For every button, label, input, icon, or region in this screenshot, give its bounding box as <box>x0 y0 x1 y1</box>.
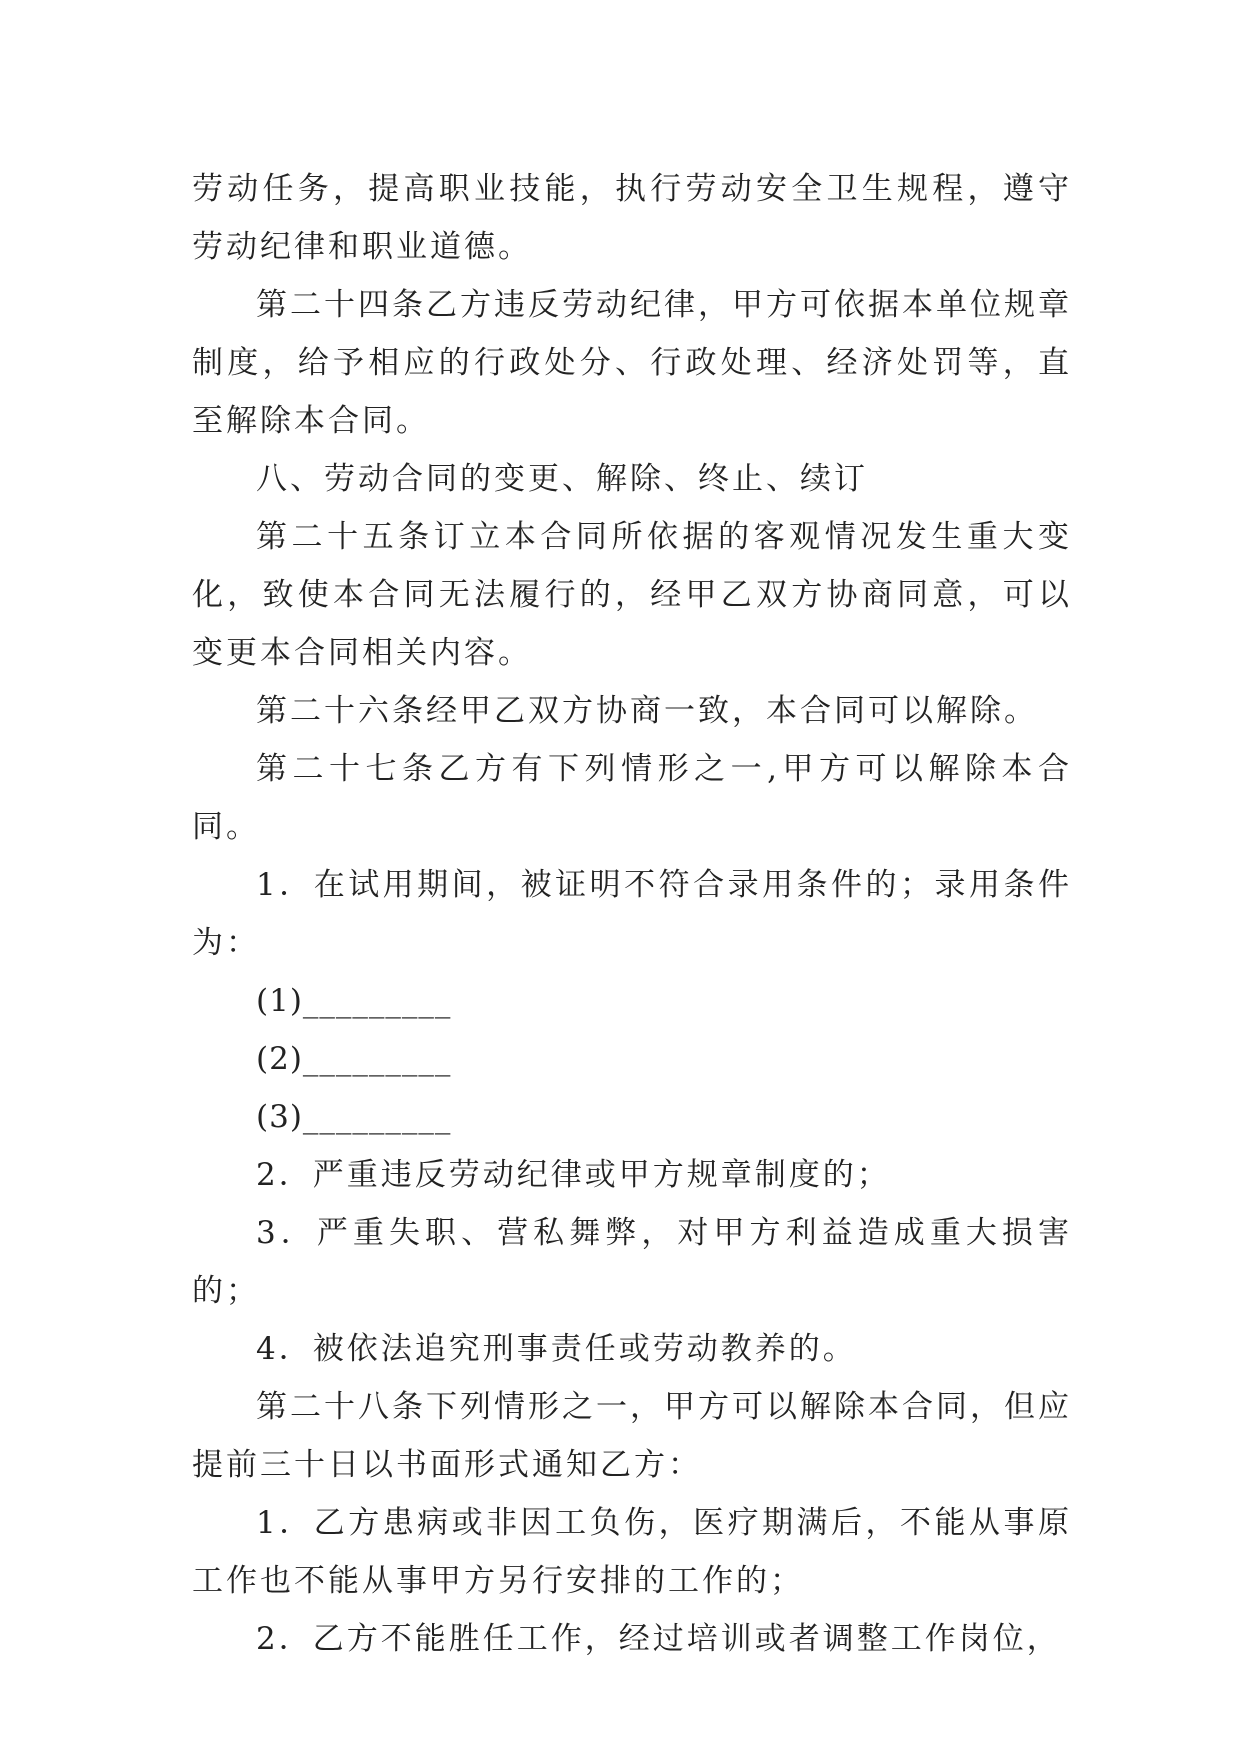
document-body <box>192 160 1072 1668</box>
fill-blank-2: (2)_________ <box>256 1041 452 1077</box>
list-item-27-2: 2．严重违反劳动纪律或甲方规章制度的； <box>256 1157 891 1193</box>
paragraph-continuation: 劳动任务，提高职业技能，执行劳动安全卫生规程，遵守劳动纪律和职业道德。 <box>192 171 1072 265</box>
fill-blank-1: (1)_________ <box>256 983 452 1019</box>
list-item-27-3: 3．严重失职、营私舞弊，对甲方利益造成重大损害的； <box>192 1215 1072 1309</box>
list-item-28-2: 2．乙方不能胜任工作，经过培训或者调整工作岗位， <box>256 1621 1061 1657</box>
paragraph-article-24: 第二十四条乙方违反劳动纪律，甲方可依据本单位规章制度，给予相应的行政处分、行政处理、经济处罚等，直至解除本合同。 <box>192 287 1072 439</box>
paragraph-article-28: 第二十八条下列情形之一，甲方可以解除本合同，但应提前三十日以书面形式通知乙方： <box>192 1389 1072 1483</box>
fill-blank-3: (3)_________ <box>256 1099 452 1135</box>
section-heading-8: 八、劳动合同的变更、解除、终止、续订 <box>256 461 868 497</box>
paragraph-article-27: 第二十七条乙方有下列情形之一,甲方可以解除本合同。 <box>192 751 1072 845</box>
paragraph-article-25: 第二十五条订立本合同所依据的客观情况发生重大变化，致使本合同无法履行的，经甲乙双方协商同意，可以变更本合同相关内容。 <box>192 519 1072 671</box>
list-item-27-4: 4．被依法追究刑事责任或劳动教养的。 <box>256 1331 857 1367</box>
list-item-28-1: 1．乙方患病或非因工负伤，医疗期满后，不能从事原工作也不能从事甲方另行安排的工作的； <box>192 1505 1072 1599</box>
list-item-27-1: 1．在试用期间，被证明不符合录用条件的；录用条件为： <box>192 867 1072 961</box>
paragraph-article-26: 第二十六条经甲乙双方协商一致，本合同可以解除。 <box>256 693 1038 729</box>
